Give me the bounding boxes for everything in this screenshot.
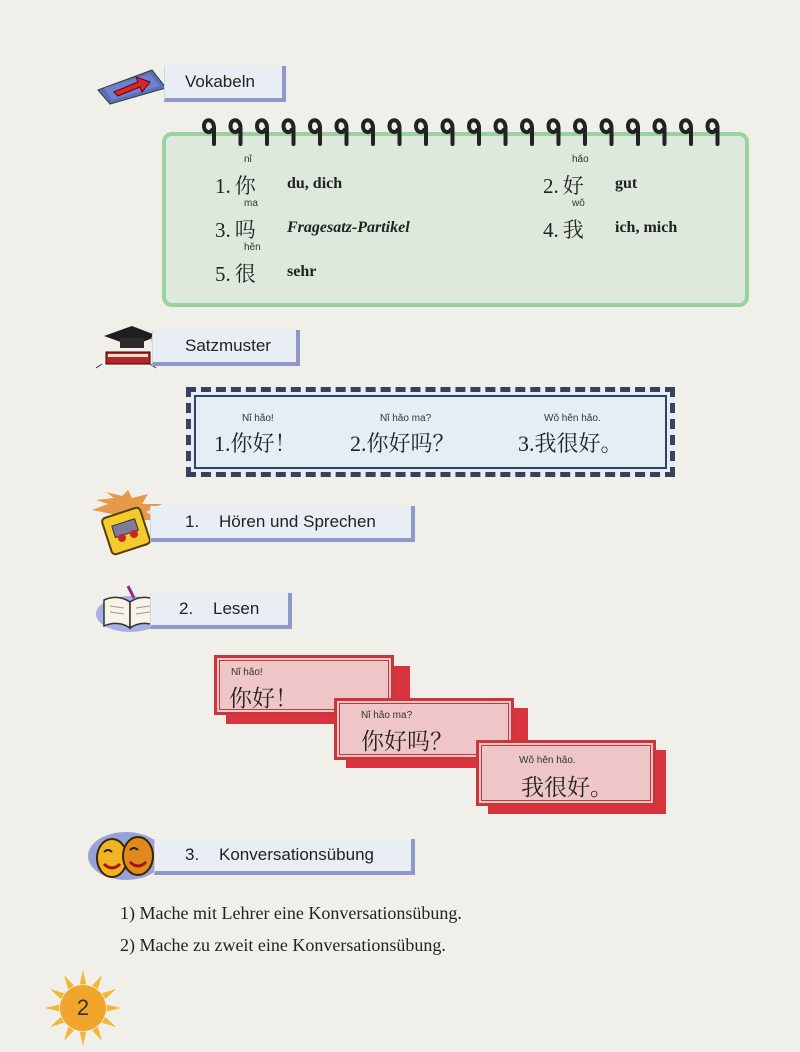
spiral-ring xyxy=(549,120,559,144)
spiral-ring xyxy=(363,120,373,144)
sun-ray xyxy=(45,1005,59,1012)
spiral-ring xyxy=(575,120,585,144)
spiral-ring xyxy=(257,120,267,144)
spiral-ring xyxy=(443,120,453,144)
spiral-ring xyxy=(628,120,638,144)
section-title: Vokabeln xyxy=(185,72,255,91)
spiral-ring xyxy=(390,120,400,144)
task-1: 1) Mache mit Lehrer eine Konversationsübung. xyxy=(120,903,462,923)
spiral-ring xyxy=(602,120,612,144)
arrow-sign-icon xyxy=(92,66,172,106)
section-header-hoeren-sprechen: 1. Hören und Sprechen xyxy=(150,506,415,542)
task-2: 2) Mache zu zweit eine Konversationsübung. xyxy=(120,935,446,955)
reading-card-1: Nǐ hǎo! 你好！ xyxy=(214,655,394,715)
spiral-ring xyxy=(522,120,532,144)
spiral-ring xyxy=(204,120,214,144)
section-header-satzmuster xyxy=(152,330,300,366)
vocab-item-5: hěn 5. 很 sehr xyxy=(215,242,317,286)
page-number: 2 xyxy=(60,985,106,1031)
reading-card-2: Nǐ hǎo ma? 你好吗？ xyxy=(334,698,514,760)
section-header-vokabeln xyxy=(164,66,286,102)
sun-ray xyxy=(107,1005,121,1012)
spiral-ring xyxy=(469,120,479,144)
spiral-ring xyxy=(416,120,426,144)
section-header-lesen: 2. Lesen xyxy=(150,593,292,629)
vocab-item-3: ma 3. 吗 Fragesatz-Partikel xyxy=(215,198,410,242)
vocab-item-1: nǐ 1. 你 du, dich xyxy=(215,154,343,198)
sun-ray xyxy=(64,1027,74,1041)
spiral-ring xyxy=(708,120,718,144)
vocab-item-2: hǎo 2. 好 gut xyxy=(543,154,638,198)
spiral-ring xyxy=(231,120,241,144)
reading-card-3: Wǒ hěn hǎo. 我很好。 xyxy=(476,740,656,806)
spiral-binding xyxy=(196,114,726,148)
spiral-ring xyxy=(655,120,665,144)
section-title: Satzmuster xyxy=(185,336,271,355)
spiral-ring xyxy=(284,120,294,144)
sun-ray xyxy=(80,970,87,984)
pattern-1: Nǐ hǎo! 1.你好！ xyxy=(214,413,297,456)
sun-ray xyxy=(102,989,116,999)
vocab-item-4: wǒ 4. 我 ich, mich xyxy=(543,198,678,242)
section-header-konversation: 3. Konversationsübung xyxy=(154,839,415,875)
sun-ray xyxy=(92,1027,102,1041)
spiral-ring xyxy=(496,120,506,144)
spiral-ring xyxy=(337,120,347,144)
pattern-2: Nǐ hǎo ma? 2.你好吗？ xyxy=(350,413,455,456)
spiral-ring xyxy=(681,120,691,144)
pattern-3: Wǒ hěn hǎo. 3.我很好。 xyxy=(518,413,623,456)
sun-ray xyxy=(102,1017,116,1027)
sun-ray xyxy=(80,1032,87,1046)
spiral-ring xyxy=(310,120,320,144)
